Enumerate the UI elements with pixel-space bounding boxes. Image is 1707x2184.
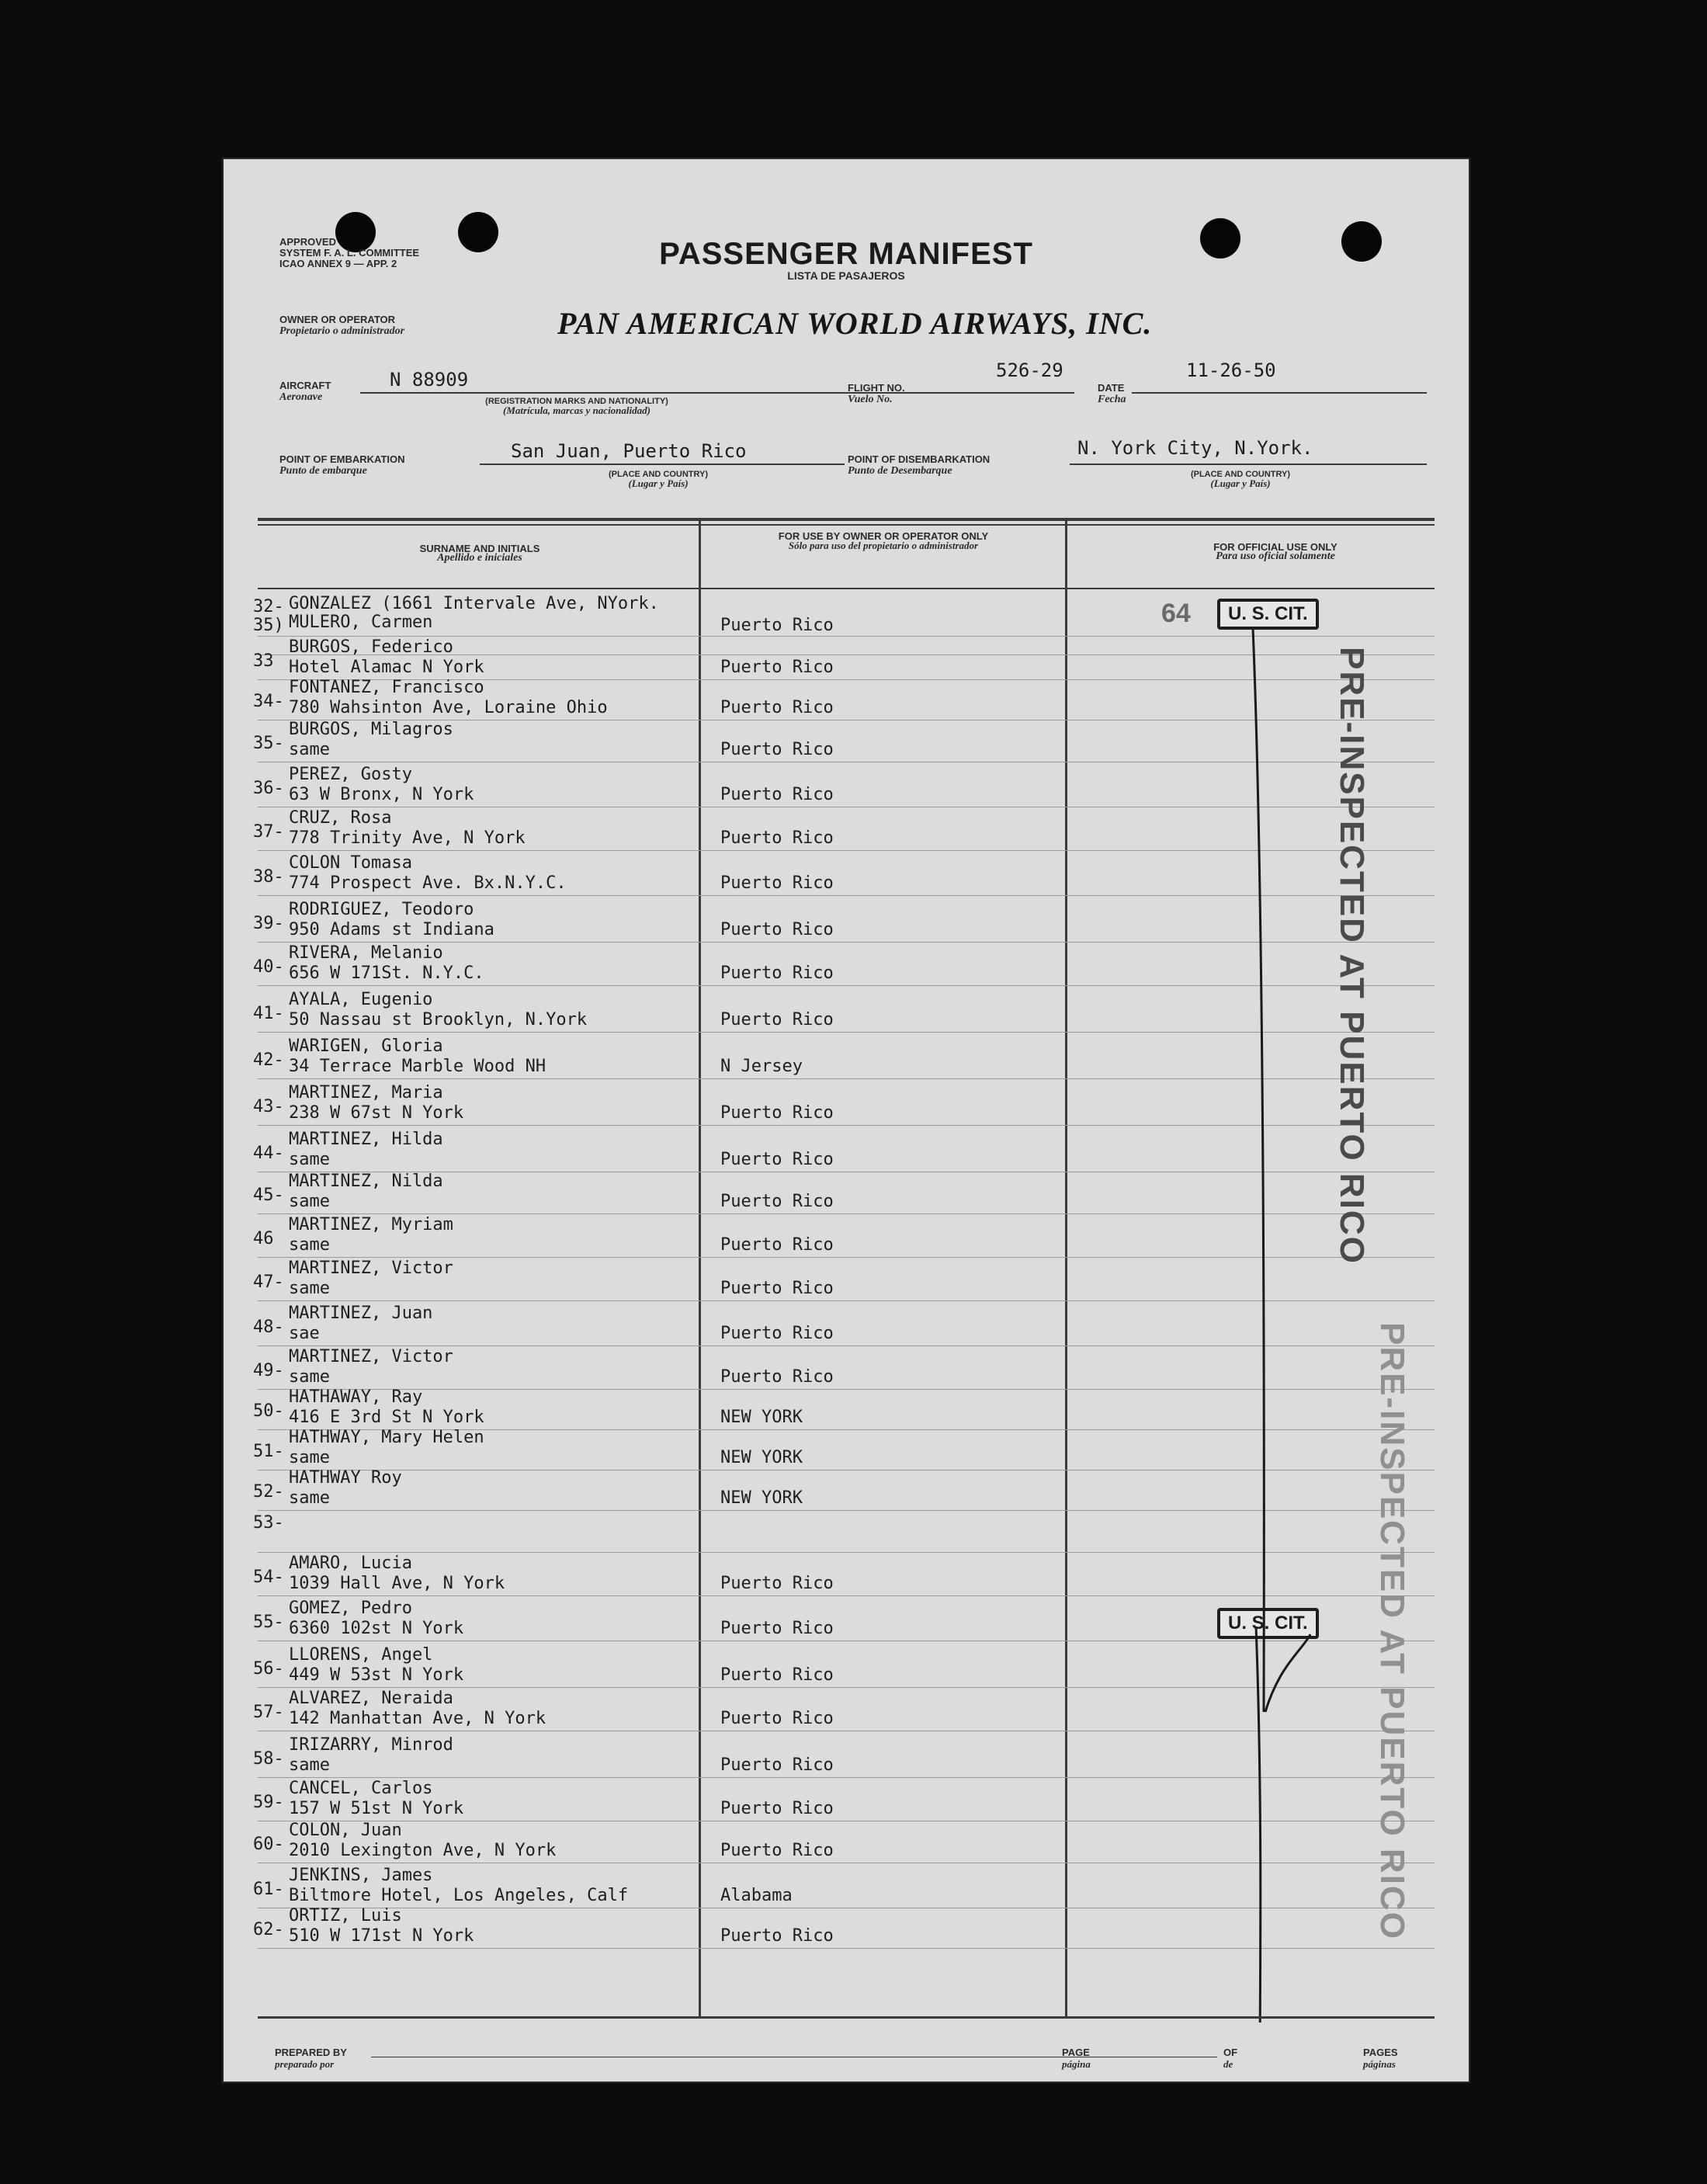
passenger-address: same <box>289 1488 330 1508</box>
passenger-name: AYALA, Eugenio <box>289 990 433 1009</box>
row-number: 50- <box>253 1401 284 1421</box>
passenger-destination: Puerto Rico <box>720 740 834 759</box>
owner-label-block <box>279 314 404 338</box>
embark-rule <box>480 464 845 465</box>
passenger-destination: Puerto Rico <box>720 1841 834 1860</box>
row-number: 42- <box>253 1050 284 1070</box>
column-header-surname-en: SURNAME AND INITIALS <box>419 543 540 554</box>
row-number: 43- <box>253 1097 284 1116</box>
passenger-destination: Puerto Rico <box>720 698 834 717</box>
passenger-destination: Puerto Rico <box>720 616 834 635</box>
passenger-destination: Puerto Rico <box>720 1755 834 1775</box>
pages-block <box>1363 2047 1398 2071</box>
row-number: 37- <box>253 822 284 842</box>
row-number: 54- <box>253 1568 284 1587</box>
table-top-rule <box>258 518 1435 521</box>
passenger-destination: NEW YORK <box>720 1488 803 1508</box>
passenger-address: 238 W 67st N York <box>289 1103 464 1123</box>
passenger-destination: Puerto Rico <box>720 1010 834 1030</box>
row-number: 53- <box>253 1513 284 1533</box>
passenger-name: RODRIGUEZ, Teodoro <box>289 900 474 919</box>
passenger-destination: Puerto Rico <box>720 785 834 804</box>
aircraft-label-block <box>279 380 331 404</box>
column-header-owner-es: Sólo para uso del propietario o administrador <box>788 540 979 551</box>
passenger-name: MARTINEZ, Nilda <box>289 1172 443 1191</box>
passenger-destination: Puerto Rico <box>720 828 834 848</box>
column-header-surname-es: Apellido e iniciales <box>437 552 522 564</box>
prepared-by-label-es: preparado por <box>275 2058 335 2070</box>
passenger-name: MARTINEZ, Hilda <box>289 1130 443 1149</box>
passenger-destination: Puerto Rico <box>720 1926 834 1946</box>
preinspected-stamp: PRE-INSPECTED AT PUERTO RICO <box>1333 647 1371 1265</box>
of-block <box>1223 2047 1237 2071</box>
flight-value: 526-29 <box>996 359 1063 381</box>
passenger-destination: Puerto Rico <box>720 1279 834 1298</box>
passenger-destination: Puerto Rico <box>720 1235 834 1255</box>
passenger-address: same <box>289 1755 330 1775</box>
of-label-es: de <box>1223 2058 1233 2070</box>
place-caption-en: (PLACE AND COUNTRY) <box>1190 470 1291 479</box>
embark-label-block <box>279 454 405 477</box>
passenger-destination: Puerto Rico <box>720 1367 834 1387</box>
page-title: PASSENGER MANIFEST <box>659 237 1033 271</box>
embark-place-caption <box>581 470 736 488</box>
page-label-es: página <box>1062 2058 1091 2070</box>
passenger-address: 142 Manhattan Ave, N York <box>289 1709 546 1728</box>
passenger-address: 510 W 171st N York <box>289 1926 474 1946</box>
header-bottom-rule <box>258 588 1435 589</box>
owner-label: OWNER OR OPERATOR <box>279 314 396 325</box>
row-number: 44- <box>253 1144 284 1163</box>
aircraft-label: AIRCRAFT <box>279 380 331 391</box>
passenger-name: AMARO, Lucia <box>289 1554 412 1573</box>
passenger-destination: Puerto Rico <box>720 658 834 677</box>
row-number: 45- <box>253 1186 284 1205</box>
passenger-destination: Puerto Rico <box>720 1150 834 1169</box>
row-number: 60- <box>253 1835 284 1854</box>
passenger-address: 778 Trinity Ave, N York <box>289 828 526 848</box>
date-label-block <box>1098 383 1126 406</box>
passenger-name: IRIZARRY, Minrod <box>289 1735 453 1755</box>
passenger-name: ORTIZ, Luis <box>289 1906 402 1925</box>
row-number: 61- <box>253 1880 284 1899</box>
airline-name: PAN AMERICAN WORLD AIRWAYS, INC. <box>557 306 1153 341</box>
approved-line: SYSTEM F. A. L. COMMITTEE <box>279 247 420 259</box>
disembark-label-block <box>848 454 990 477</box>
row-number: 34- <box>253 692 284 711</box>
passenger-address: same <box>289 1192 330 1211</box>
passenger-name: LLORENS, Angel <box>289 1645 433 1665</box>
passenger-address: 416 E 3rd St N York <box>289 1408 484 1427</box>
passenger-address: 1039 Hall Ave, N York <box>289 1574 505 1593</box>
passenger-address: 656 W 171St. N.Y.C. <box>289 964 484 983</box>
passenger-name: MARTINEZ, Victor <box>289 1347 453 1366</box>
page-block <box>1062 2047 1091 2071</box>
passenger-destination: Puerto Rico <box>720 1799 834 1818</box>
passenger-name: ALVAREZ, Neraida <box>289 1689 453 1708</box>
disembark-label: POINT OF DISEMBARKATION <box>848 453 991 465</box>
passenger-address: 34 Terrace Marble Wood NH <box>289 1057 546 1076</box>
flight-label-es: Vuelo No. <box>848 394 893 405</box>
footer-top-rule <box>258 2016 1435 2019</box>
passenger-name: BURGOS, Federico <box>289 637 453 657</box>
passenger-address: 950 Adams st Indiana <box>289 920 494 939</box>
passenger-name: COLON, Juan <box>289 1821 402 1840</box>
row-number: 59- <box>253 1793 284 1812</box>
row-number: 49- <box>253 1361 284 1380</box>
date-label-es: Fecha <box>1098 394 1126 405</box>
embark-value: San Juan, Puerto Rico <box>511 440 747 462</box>
row-number: 51- <box>253 1442 284 1461</box>
row-number: 48- <box>253 1318 284 1337</box>
row-number: 41- <box>253 1004 284 1023</box>
passenger-name: HATHWAY Roy <box>289 1468 402 1488</box>
passenger-address: Biltmore Hotel, Los Angeles, Calf <box>289 1886 629 1905</box>
passenger-destination: Alabama <box>720 1886 793 1905</box>
passenger-destination: Puerto Rico <box>720 1665 834 1685</box>
passenger-destination: Puerto Rico <box>720 1574 834 1593</box>
passenger-address: same <box>289 1448 330 1467</box>
passenger-name: CRUZ, Rosa <box>289 808 392 828</box>
row-number: 57- <box>253 1703 284 1722</box>
us-cit-stamp: U. S. CIT. <box>1217 1608 1319 1639</box>
place-caption-en: (PLACE AND COUNTRY) <box>608 470 709 479</box>
row-number: 47- <box>253 1273 284 1292</box>
manifest-sheet <box>224 159 1469 2082</box>
passenger-name: MARTINEZ, Juan <box>289 1304 433 1323</box>
row-number: 40- <box>253 957 284 977</box>
row-number: 56- <box>253 1659 284 1679</box>
passenger-name: JENKINS, James <box>289 1866 433 1885</box>
row-number: 35- <box>253 734 284 753</box>
place-caption-es: (Lugar y País) <box>628 477 689 489</box>
prepared-by-block <box>275 2047 347 2071</box>
passenger-destination: Puerto Rico <box>720 873 834 893</box>
passenger-address: same <box>289 1279 330 1298</box>
passenger-name: MARTINEZ, Myriam <box>289 1215 453 1234</box>
flight-label: FLIGHT NO. <box>848 382 905 394</box>
passenger-destination: Puerto Rico <box>720 1619 834 1638</box>
passenger-address: same <box>289 1367 330 1387</box>
row-number: 33 <box>253 651 274 671</box>
disembark-value: N. York City, N.York. <box>1077 437 1313 459</box>
row-number: 36- <box>253 779 284 798</box>
pages-label-es: páginas <box>1363 2058 1396 2070</box>
row-number: 38- <box>253 867 284 887</box>
column-header-official <box>1147 543 1403 561</box>
pen-bracket-line <box>1256 1627 1261 2023</box>
place-caption-es: (Lugar y País) <box>1210 477 1271 489</box>
passenger-destination: NEW YORK <box>720 1448 803 1467</box>
row-number: 62- <box>253 1920 284 1939</box>
prepared-by-label: PREPARED BY <box>275 2047 347 2058</box>
row-number: 39- <box>253 914 284 933</box>
page-label: PAGE <box>1062 2047 1090 2058</box>
registration-caption-es: (Matrícula, marcas y nacionalidad) <box>503 405 651 416</box>
row-number: 32- <box>253 597 284 616</box>
pen-bracket-line <box>1253 628 1264 1712</box>
passenger-name: WARIGEN, Gloria <box>289 1036 443 1056</box>
passenger-address: 157 W 51st N York <box>289 1799 464 1818</box>
disembark-place-caption <box>1163 470 1318 488</box>
pages-label: PAGES <box>1363 2047 1398 2058</box>
passenger-address: 774 Prospect Ave. Bx.N.Y.C. <box>289 873 567 893</box>
passenger-destination: N Jersey <box>720 1057 803 1076</box>
passenger-name: HATHAWAY, Ray <box>289 1387 423 1407</box>
passenger-name: HATHWAY, Mary Helen <box>289 1428 484 1447</box>
of-label: OF <box>1223 2047 1238 2058</box>
row-number: 35) <box>253 616 284 635</box>
passenger-address: same <box>289 1235 330 1255</box>
pen-bracket-marks <box>1225 625 1349 2023</box>
passenger-address: 2010 Lexington Ave, N York <box>289 1841 557 1860</box>
column-header-owner-en: FOR USE BY OWNER OR OPERATOR ONLY <box>778 530 989 542</box>
passenger-name: RIVERA, Melanio <box>289 943 443 963</box>
page-subtitle: LISTA DE PASAJEROS <box>787 269 905 282</box>
row-number: 58- <box>253 1749 284 1769</box>
passenger-destination: Puerto Rico <box>720 1103 834 1123</box>
row-number: 52- <box>253 1482 284 1502</box>
date-rule <box>1132 392 1427 394</box>
disembark-label-es: Punto de Desembarque <box>848 465 952 477</box>
passenger-address: same <box>289 1150 330 1169</box>
aircraft-label-es: Aeronave <box>279 391 323 403</box>
column-header-official-en: FOR OFFICIAL USE ONLY <box>1213 541 1337 553</box>
column-header-official-es: Para uso oficial solamente <box>1216 550 1335 562</box>
passenger-address: 50 Nassau st Brooklyn, N.York <box>289 1010 588 1030</box>
aircraft-rule <box>360 392 1074 394</box>
passenger-destination: Puerto Rico <box>720 1709 834 1728</box>
passenger-name: CANCEL, Carlos <box>289 1779 433 1798</box>
passenger-name: MULERO, Carmen <box>289 613 433 632</box>
embark-label: POINT OF EMBARKATION <box>279 453 405 465</box>
count-stamp: 64 <box>1161 599 1191 628</box>
approved-line: ICAO ANNEX 9 — APP. 2 <box>279 258 397 269</box>
passenger-address: 63 W Bronx, N York <box>289 785 474 804</box>
aircraft-value: N 88909 <box>390 369 469 391</box>
column-header-surname <box>340 544 619 563</box>
column-header-owner <box>767 532 1000 550</box>
passenger-destination: Puerto Rico <box>720 1192 834 1211</box>
row-number: 46 <box>253 1229 274 1248</box>
passenger-name: GONZALEZ (1661 Intervale Ave, NYork. <box>289 594 659 613</box>
passenger-name: BURGOS, Milagros <box>289 720 453 739</box>
row-number: 55- <box>253 1613 284 1632</box>
owner-label-es: Propietario o administrador <box>279 325 405 337</box>
registration-caption <box>425 397 728 415</box>
passenger-name: PEREZ, Gosty <box>289 765 412 784</box>
passenger-name: GOMEZ, Pedro <box>289 1599 412 1618</box>
approved-line: APPROVED <box>279 236 336 248</box>
passenger-destination: NEW YORK <box>720 1408 803 1427</box>
passenger-address: sae <box>289 1324 320 1343</box>
passenger-destination: Puerto Rico <box>720 1324 834 1343</box>
passenger-address: 449 W 53st N York <box>289 1665 464 1685</box>
preinspected-stamp: PRE-INSPECTED AT PUERTO RICO <box>1373 1322 1411 1940</box>
passenger-name: COLON Tomasa <box>289 853 412 873</box>
date-label: DATE <box>1098 382 1125 394</box>
passenger-address: 6360 102st N York <box>289 1619 464 1638</box>
embark-label-es: Punto de embarque <box>279 465 367 477</box>
passenger-address: Hotel Alamac N York <box>289 658 484 677</box>
passenger-name: MARTINEZ, Victor <box>289 1259 453 1278</box>
passenger-address: 780 Wahsinton Ave, Loraine Ohio <box>289 698 608 717</box>
passenger-address: same <box>289 740 330 759</box>
table-top-rule-2 <box>258 524 1435 526</box>
date-value: 11-26-50 <box>1186 359 1276 381</box>
passenger-name: MARTINEZ, Maria <box>289 1083 443 1102</box>
pen-bracket-tick <box>1265 1634 1310 1712</box>
registration-caption-en: (REGISTRATION MARKS AND NATIONALITY) <box>485 397 668 406</box>
passenger-destination: Puerto Rico <box>720 964 834 983</box>
us-cit-stamp: U. S. CIT. <box>1217 599 1319 630</box>
flight-label-block <box>848 383 905 406</box>
passenger-destination: Puerto Rico <box>720 920 834 939</box>
disembark-rule <box>1070 464 1427 465</box>
passenger-name: FONTANEZ, Francisco <box>289 678 484 697</box>
